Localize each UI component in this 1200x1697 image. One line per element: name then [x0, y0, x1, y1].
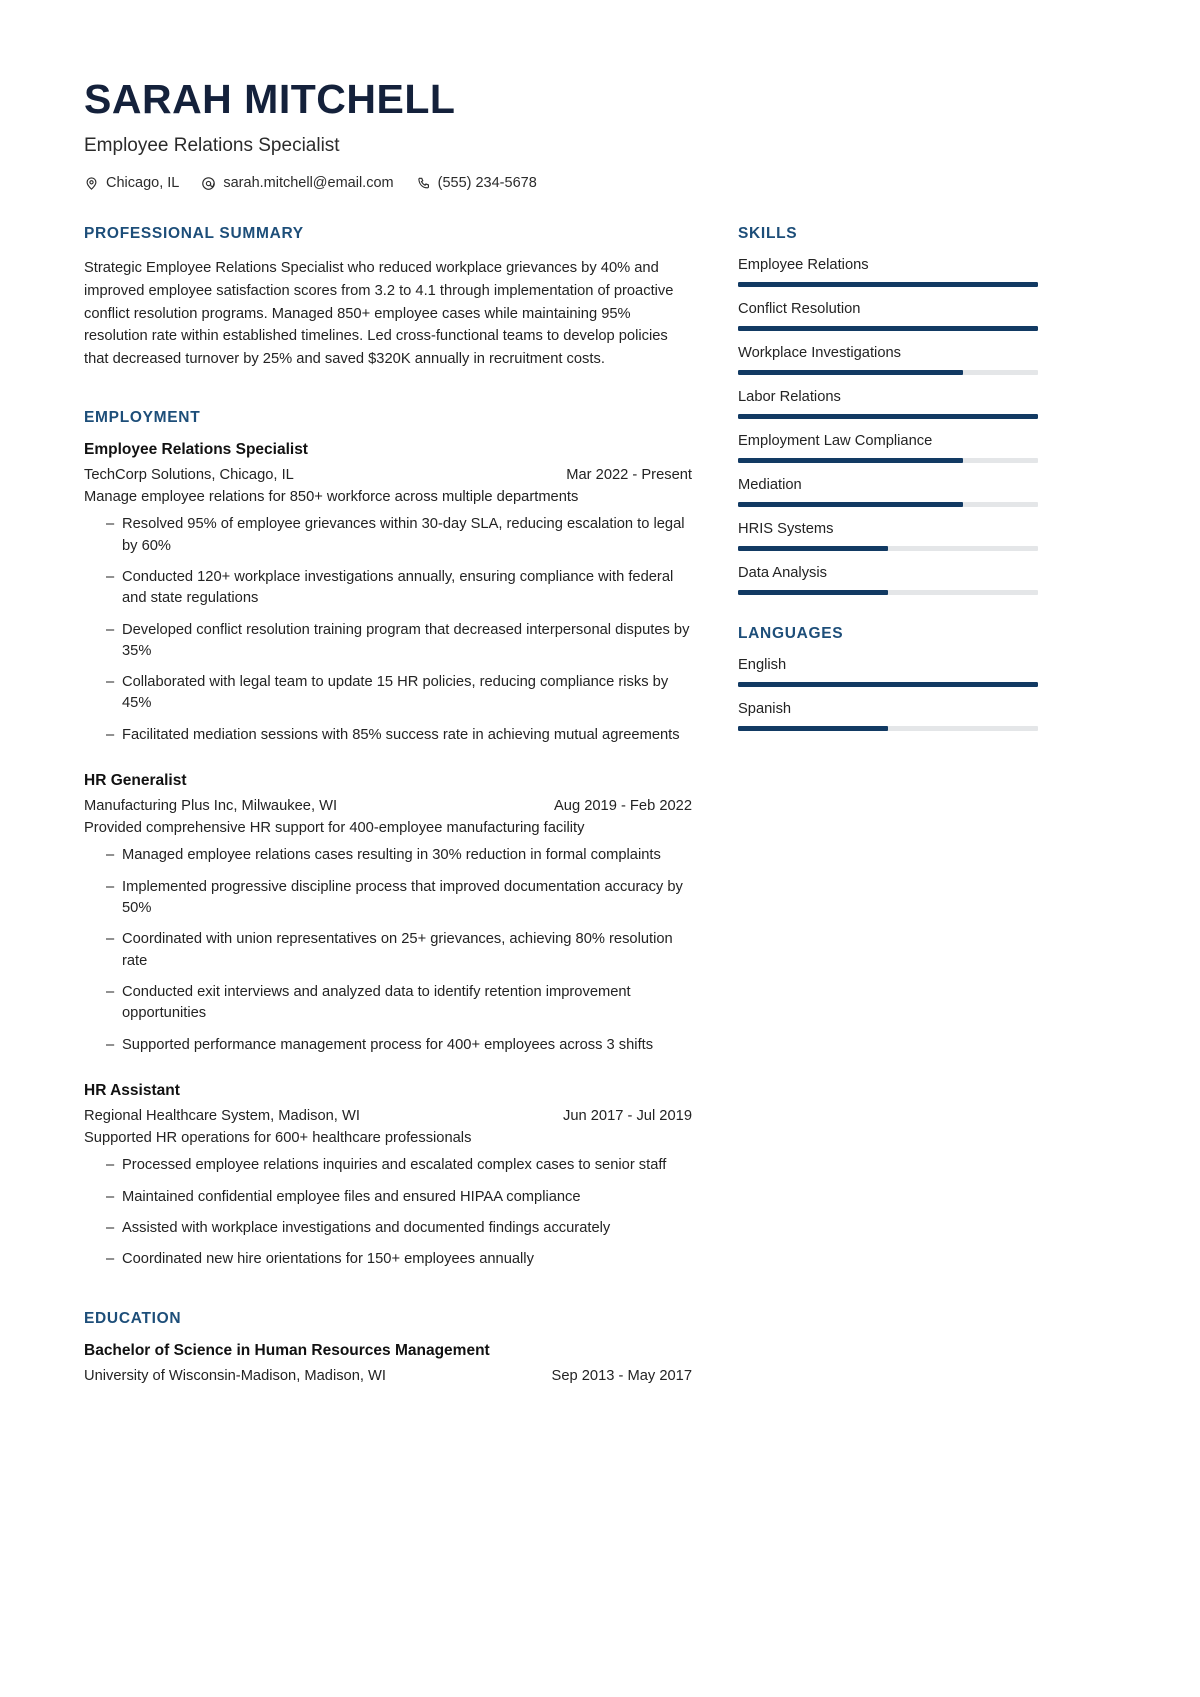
education-meta [84, 1368, 692, 1384]
job-bullet: – Assisted with workplace investigations and documented findings accurately [106, 1218, 692, 1239]
main-column [84, 225, 692, 1384]
job-bullet: – Collaborated with legal team to update 15 HR policies, reducing compliance risks by 45% [106, 672, 692, 715]
job-bullet: – Facilitated mediation sessions with 85% success rate in achieving mutual agreements [106, 725, 692, 746]
skill-bar-track [738, 326, 1038, 331]
contact-phone-text: (555) 234-5678 [437, 175, 537, 192]
skill-bar-fill [738, 590, 888, 595]
job-bullets [84, 1155, 692, 1270]
skill-label: Employee Relations [738, 257, 869, 274]
job-description: Supported HR operations for 600+ healthcare professionals [84, 1129, 472, 1146]
job-bullet: – Processed employee relations inquiries and escalated complex cases to senior staff [106, 1155, 692, 1176]
skill-bar-track [738, 590, 1038, 595]
summary-text: Strategic Employee Relations Specialist who reduced workplace grievances by 40% and improved employee satisfaction scores from 3.2 to 4.1 through implementation of proactive conflict resolution programs. Managed 850+ employee cases while maintaining 95% resolution rate within established timelines. Led cross-functional teams to develop policies that decreased turnover by 25% and saved $320K annually in recruitment costs. [84, 260, 674, 368]
skill-item [738, 565, 1038, 595]
job-company: Manufacturing Plus Inc, Milwaukee, WI [84, 798, 338, 815]
language-item [738, 701, 1038, 731]
job-bullet: – Coordinated new hire orientations for 150+ employees annually [106, 1249, 692, 1270]
skill-label: Conflict Resolution [738, 301, 861, 318]
contact-email-text: sarah.mitchell@email.com [223, 175, 394, 192]
candidate-title: Employee Relations Specialist [84, 135, 340, 157]
skill-label: Employment Law Compliance [738, 433, 933, 450]
resume-body [84, 225, 1116, 1384]
skill-bar-fill [738, 502, 963, 507]
section-employment [84, 409, 692, 1271]
skill-bar-track [738, 458, 1038, 463]
job-company: TechCorp Solutions, Chicago, IL [84, 466, 294, 483]
skill-bar-track [738, 546, 1038, 551]
job-description: Manage employee relations for 850+ workforce across multiple departments [84, 488, 579, 505]
language-bar-track [738, 682, 1038, 687]
email-icon [201, 176, 216, 191]
skill-bar-track [738, 414, 1038, 419]
language-bar-fill [738, 682, 1038, 687]
job-meta [84, 798, 692, 814]
resume-header [84, 78, 1116, 191]
skill-bar-track [738, 370, 1038, 375]
skill-bar-track [738, 282, 1038, 287]
skill-label: Workplace Investigations [738, 345, 902, 362]
skill-bar-fill [738, 370, 963, 375]
section-title-employment: EMPLOYMENT [84, 408, 201, 426]
job-bullet: – Conducted 120+ workplace investigations annually, ensuring compliance with federal and state regulations [106, 567, 692, 610]
skill-item [738, 257, 1038, 287]
skill-bar-fill [738, 546, 888, 551]
job-bullet: – Developed conflict resolution training program that decreased interpersonal disputes by 35% [106, 620, 692, 663]
skill-label: HRIS Systems [738, 521, 834, 538]
section-title-summary: PROFESSIONAL SUMMARY [84, 225, 304, 243]
section-professional-summary [84, 225, 692, 371]
job-bullet: – Managed employee relations cases resulting in 30% reduction in formal complaints [106, 845, 692, 866]
job-bullets [84, 845, 692, 1056]
section-skills [738, 225, 1038, 595]
contact-location [84, 175, 179, 191]
education-dates: Sep 2013 - May 2017 [551, 1368, 692, 1385]
skill-label: Data Analysis [738, 565, 827, 582]
contact-location-text: Chicago, IL [106, 175, 180, 192]
employment-entry [84, 1082, 692, 1271]
skill-bar-fill [738, 414, 1038, 419]
skill-item [738, 301, 1038, 331]
skill-label: Mediation [738, 477, 802, 494]
job-dates: Mar 2022 - Present [566, 466, 692, 483]
job-company: Regional Healthcare System, Madison, WI [84, 1107, 360, 1124]
job-role: HR Assistant [84, 1081, 180, 1099]
job-bullet: – Conducted exit interviews and analyzed data to identify retention improvement opportunities [106, 982, 692, 1025]
employment-entry [84, 441, 692, 746]
language-item [738, 657, 1038, 687]
job-dates: Jun 2017 - Jul 2019 [562, 1107, 692, 1124]
skill-item [738, 345, 1038, 375]
job-bullet: – Implemented progressive discipline process that improved documentation accuracy by 50% [106, 877, 692, 920]
job-dates: Aug 2019 - Feb 2022 [553, 798, 692, 815]
skill-item [738, 433, 1038, 463]
phone-icon [416, 176, 431, 191]
language-bar-fill [738, 726, 888, 731]
section-title-skills: SKILLS [738, 225, 798, 243]
skill-item [738, 521, 1038, 551]
skill-bar-fill [738, 282, 1038, 287]
skill-item [738, 477, 1038, 507]
job-description: Provided comprehensive HR support for 400-employee manufacturing facility [84, 820, 585, 837]
skill-bar-track [738, 502, 1038, 507]
job-bullet: – Resolved 95% of employee grievances within 30-day SLA, reducing escalation to legal by 60% [106, 514, 692, 557]
contact-row [84, 175, 1116, 191]
section-title-education: EDUCATION [84, 1310, 182, 1328]
skill-item [738, 389, 1038, 419]
language-bar-track [738, 726, 1038, 731]
language-label: Spanish [738, 701, 792, 718]
education-degree: Bachelor of Science in Human Resources Management [84, 1342, 490, 1360]
language-label: English [738, 657, 787, 674]
skill-label: Labor Relations [738, 389, 841, 406]
section-languages [738, 625, 1038, 731]
side-column [738, 225, 1038, 745]
location-pin-icon [84, 176, 99, 191]
education-school: University of Wisconsin-Madison, Madison, WI [84, 1368, 386, 1385]
education-entry [84, 1342, 692, 1384]
job-bullets [84, 514, 692, 746]
contact-phone[interactable] [416, 175, 537, 191]
job-meta [84, 467, 692, 483]
job-role: HR Generalist [84, 772, 187, 790]
job-bullet: – Coordinated with union representatives on 25+ grievances, achieving 80% resolution rate [106, 929, 692, 972]
contact-email[interactable] [201, 175, 393, 191]
job-bullet: – Maintained confidential employee files and ensured HIPAA compliance [106, 1187, 692, 1208]
candidate-name: SARAH MITCHELL [84, 76, 456, 122]
employment-entry [84, 772, 692, 1056]
skill-bar-fill [738, 458, 963, 463]
job-meta [84, 1108, 692, 1124]
section-title-languages: LANGUAGES [738, 625, 844, 643]
job-role: Employee Relations Specialist [84, 440, 308, 458]
skill-bar-fill [738, 326, 1038, 331]
section-education [84, 1310, 692, 1384]
spacer [738, 609, 1038, 625]
job-bullet: – Supported performance management process for 400+ employees across 3 shifts [106, 1035, 692, 1056]
